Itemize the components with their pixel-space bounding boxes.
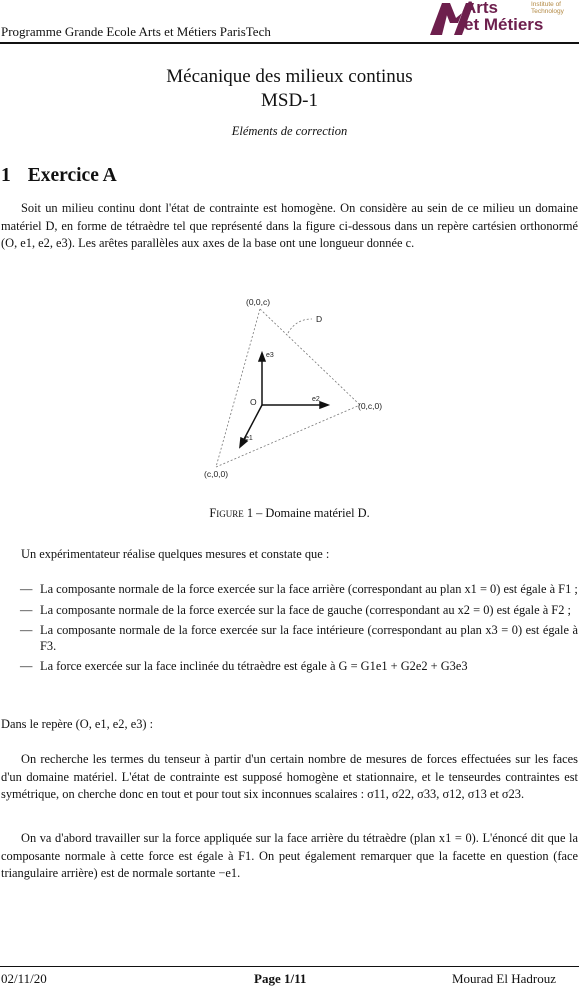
section-title: Exercice A — [27, 165, 117, 186]
arrow-e3 — [259, 353, 265, 361]
header-program: Programme Grande Ecole Arts et Métiers ParisTech — [1, 24, 271, 39]
footer-page: Page 1/11 — [254, 971, 307, 986]
label-domain: D — [316, 314, 323, 324]
edge-bottom-right — [216, 405, 360, 467]
label-origin: O — [250, 397, 257, 407]
doc-title: Mécanique des milieux continus — [166, 66, 413, 87]
header-rule — [0, 42, 579, 44]
list-item: — La composante normale de la force exercée sur la face arrière (correspondant au plan x1 = 0) est égale à F1 ; — [20, 582, 578, 598]
edge-top-bottom — [216, 309, 260, 467]
measurement-list — [20, 582, 578, 680]
paragraph-force: On va d'abord travailler sur la force appliquée sur la face arrière du tétraèdre (plan x1 = 0). L'énoncé dit que la composante normale à cette force est égale à F1. On peut également remarquer que la facette en question (face triangulaire arrière) est de normale sortante −e1. — [1, 831, 578, 880]
label-top: (0,0,c) — [246, 297, 271, 307]
paragraph-recherche: On recherche les termes du tenseur à partir d'un certain nombre de mesures de forces effectuées sur les faces d'un domaine matériel. L'état de contrainte est supposé homogène et stationnaire, et le tenseurdes contraintes est symétrique, on cherche donc en tout et pour tout six inconnues scalaires : σ11, σ22, σ33, σ12, σ13 et σ23. — [1, 752, 578, 801]
section-number: 1 — [1, 165, 11, 186]
domain-leader — [288, 319, 312, 333]
paragraph-experiment: Un expérimentateur réalise quelques mesures et constate que : — [21, 547, 330, 561]
logo-text-metiers: et Métiers — [464, 15, 544, 34]
tetrahedron-figure — [200, 295, 420, 485]
list-item: — La force exercée sur la face inclinée du tétraèdre est égale à G = G1e1 + G2e2 + G3e3 — [20, 659, 578, 675]
logo-text-institute: Institute of Technology — [531, 1, 564, 15]
footer-author: Mourad El Hadrouz — [452, 971, 556, 986]
label-e1: e1 — [245, 435, 253, 442]
caption-text: – Domaine matériel D. — [256, 506, 370, 520]
footer-rule — [0, 966, 579, 967]
label-bottom: (c,0,0) — [204, 469, 229, 479]
doc-subtitle: Eléments de correction — [231, 124, 348, 138]
logo-text-arts: Arts — [464, 0, 499, 17]
label-right: (0,c,0) — [358, 401, 383, 411]
doc-code: MSD-1 — [260, 90, 318, 111]
footer-date: 02/11/20 — [1, 971, 47, 986]
paragraph-repere: Dans le repère (O, e1, e2, e3) : — [1, 717, 154, 731]
arrow-e2 — [320, 402, 328, 408]
section-heading — [1, 165, 117, 187]
caption-prefix: Figure 1 — [209, 506, 254, 520]
label-e3: e3 — [266, 352, 274, 359]
list-item: — La composante normale de la force exercée sur la face de gauche (correspondant au x2 = 0) est égale à F2 ; — [20, 603, 578, 619]
figure-caption — [0, 506, 579, 521]
label-e2: e2 — [312, 396, 320, 403]
paragraph-intro: Soit un milieu continu dont l'état de contrainte est homogène. On considère au sein de ce milieu un domaine matériel D, en forme de tétraèdre tel que représenté dans la figure ci-dessous dans un repère cartésien orthonormé (O, e1, e2, e3). Les arêtes parallèles aux axes de la base ont une longueur donnée c. — [1, 201, 578, 250]
edge-top-right — [260, 309, 360, 405]
list-item: — La composante normale de la force exercée sur la face intérieure (correspondant au plan x3 = 0) est égale à F3. — [20, 623, 578, 654]
